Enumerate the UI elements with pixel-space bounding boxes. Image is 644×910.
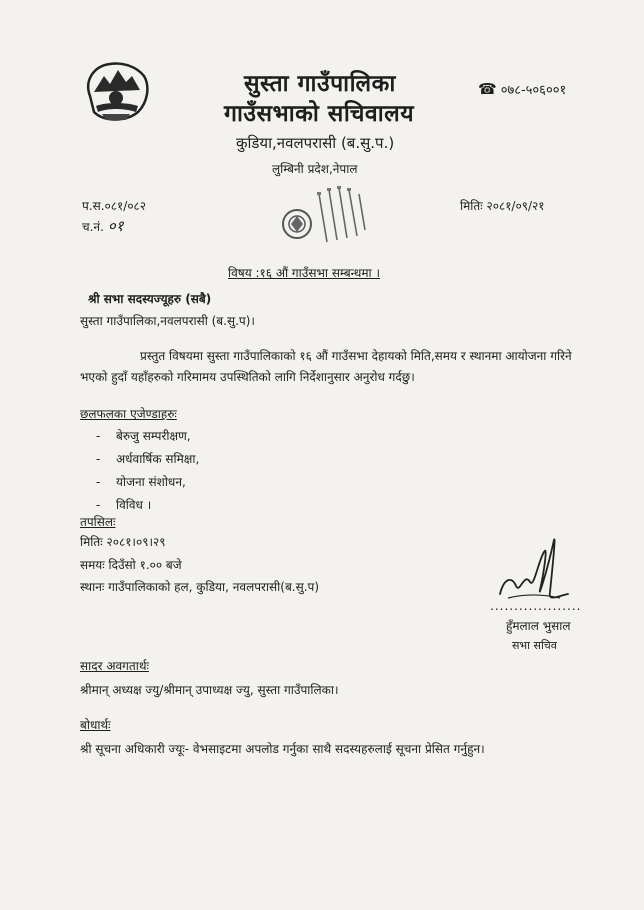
agenda-bullet: - xyxy=(96,498,101,512)
details-heading: तपसिलः xyxy=(80,515,116,529)
office-address: कुडिया,नवलपरासी (ब.सु.प.) xyxy=(236,134,395,152)
agenda-heading: छलफलका एजेण्डाहरुः xyxy=(80,407,177,421)
agenda-item xyxy=(96,425,199,448)
letter-subject: विषय :१६ औं गाउँसभा सम्बन्धमा । xyxy=(228,266,381,280)
office-title-line2: गाउँसभाको सचिवालय xyxy=(224,101,415,127)
meeting-time: समयः दिउँसो १.०० बजे xyxy=(80,558,182,572)
office-title-line1: सुस्ता गाउँपालिका xyxy=(244,71,396,97)
dispatch-label: च.नं. xyxy=(82,220,104,234)
meeting-date: मितिः २०८१।०९।२९ xyxy=(80,535,166,549)
agenda-item xyxy=(96,448,199,471)
agenda-item-text: विविध । xyxy=(116,498,152,512)
signer-name: हुँमलाल भुसाल xyxy=(506,619,571,633)
agenda-item-text: अर्धवार्षिक समिक्षा, xyxy=(116,452,200,466)
cc-text: श्रीमान् अध्यक्ष ज्यु/श्रीमान् उपाध्यक्ष ज्यु, सुस्ता गाउँपालिका। xyxy=(80,683,339,697)
info-heading: बोधार्थः xyxy=(80,718,111,732)
office-province: लुम्बिनी प्रदेश,नेपाल xyxy=(272,162,358,176)
signer-title: सभा सचिव xyxy=(512,639,557,652)
agenda-list xyxy=(96,425,199,517)
official-stamp-icon xyxy=(275,184,375,256)
signature-line: ................... xyxy=(490,599,582,613)
agenda-bullet: - xyxy=(96,429,101,443)
info-text: श्री सूचना अधिकारी ज्यूः- वेभसाइटमा अपलोड गर्नुका साथै सदस्यहरुलाई सूचना प्रेसित गर्नुहुन। xyxy=(80,742,485,756)
agenda-item-text: योजना संशोधन, xyxy=(116,475,186,489)
letter-date: मितिः २०८१/०९/२१ xyxy=(460,199,545,213)
reference-number: प.स.०८१/०८२ xyxy=(82,199,147,213)
agenda-bullet: - xyxy=(96,452,101,466)
phone-number xyxy=(478,80,566,98)
dispatch-value: ०१ xyxy=(107,217,124,235)
agenda-item xyxy=(96,471,199,494)
letter-body: प्रस्तुत विषयमा सुस्ता गाउँपालिकाको १६ औं गाउँसभा देहायको मिति,समय र स्थानमा आयोजना गरिने भएको हुदाँ यहाँहरुको गरिमामय उपस्थितिको लागि निर्देशानुसार अनुरोध गर्दछु। xyxy=(80,349,572,384)
cc-heading: सादर अवगतार्थः xyxy=(80,659,149,673)
recipient-line1: श्री सभा सदस्यज्यूहरु (सबै) xyxy=(88,292,212,306)
nepal-emblem-icon xyxy=(80,58,152,126)
agenda-bullet: - xyxy=(96,475,101,489)
dispatch-number xyxy=(82,216,124,236)
phone-value: ०७८-५०६००१ xyxy=(500,83,567,98)
meeting-venue: स्थानः गाउँपालिकाको हल, कुडिया, नवलपरासी(ब.सु.प) xyxy=(80,580,320,594)
recipient-line2: सुस्ता गाउँपालिका,नवलपरासी (ब.सु.प)। xyxy=(80,314,255,328)
telephone-icon: ☎ xyxy=(478,80,497,98)
agenda-item-text: बेरुजु सम्परीक्षण, xyxy=(116,429,191,443)
